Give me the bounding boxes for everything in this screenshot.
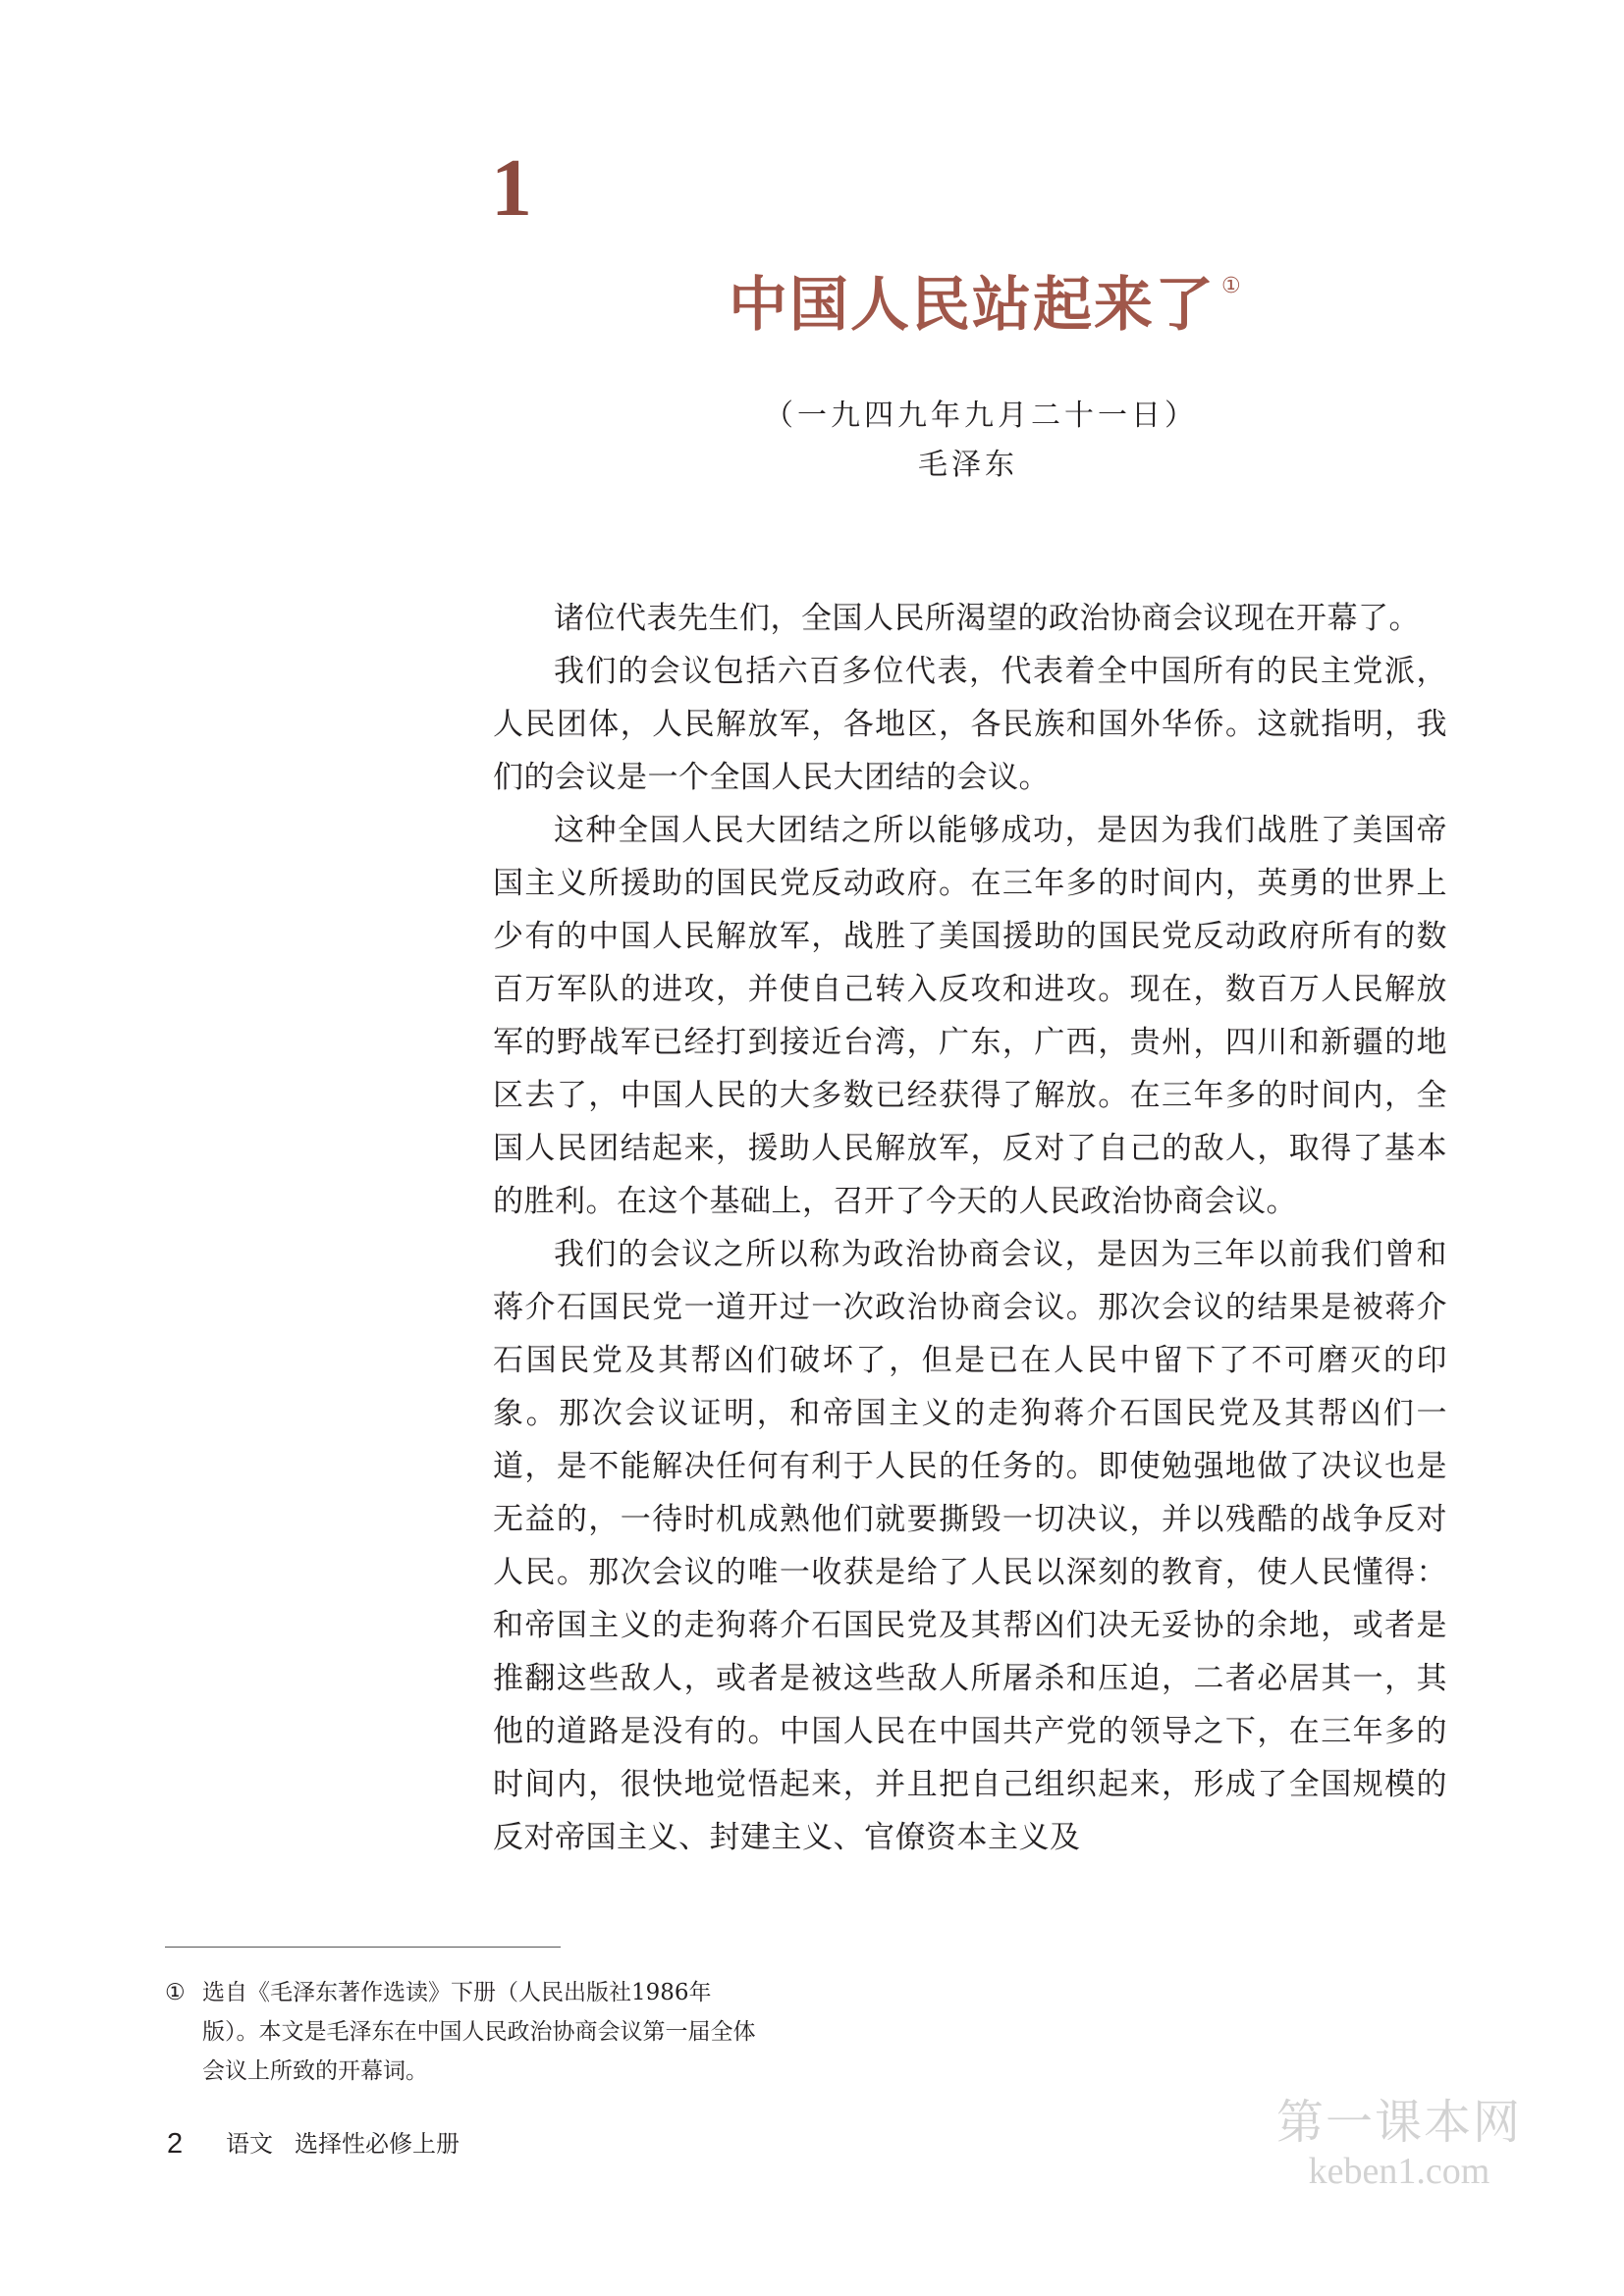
watermark-en: keben1.com [1308, 2151, 1490, 2192]
watermark-cn: 第一课本网 [1276, 2095, 1523, 2150]
lesson-number: 1 [491, 142, 532, 234]
footnote [165, 1973, 764, 2091]
paragraph: 我们的会议之所以称为政治协商会议，是因为三年以前我们曾和蒋介石国民党一道开过一次政治协商会议。那次会议的结果是被蒋介石国民党及其帮凶们破坏了，但是已在人民中留下了不可磨灭的印象。那次会议证明，和帝国主义的走狗蒋介石国民党及其帮凶们一道，是不能解决任何有利于人民的任务的。即使勉强地做了决议也是无益的，一待时机成熟他们就要撕毁一切决议，并以残酷的战争反对人民。那次会议的唯一收获是给了人民以深刻的教育，使人民懂得：和帝国主义的走狗蒋介石国民党及其帮凶们决无妥协的余地，或者是推翻这些敌人，或者是被这些敌人所屠杀和压迫，二者必居其一，其他的道路是没有的。中国人民在中国共产党的领导之下，在三年多的时间内，很快地觉悟起来，并且把自己组织起来，形成了全国规模的反对帝国主义、封建主义、官僚资本主义及 [493, 1237, 1447, 1855]
paragraph: 我们的会议包括六百多位代表，代表着全中国所有的民主党派，人民团体，人民解放军，各地区，各民族和国外华侨。这就指明，我们的会议是一个全国人民大团结的会议。 [493, 654, 1447, 795]
speech-date: （一九四九年九月二十一日） [764, 399, 1198, 433]
page-title [729, 273, 1243, 338]
footnote-divider [165, 1947, 561, 1948]
footnote-text: 选自《毛泽东著作选读》下册（人民出版社1986年版）。本文是毛泽东在中国人民政治协商会议第一届全体会议上所致的开幕词。 [202, 1980, 756, 2084]
footer-book-title: 选择性必修上册 [295, 2130, 460, 2158]
footer-subject: 语文 [226, 2130, 273, 2158]
title-text: 中国人民站起来了 [729, 271, 1216, 340]
author-name: 毛泽东 [918, 448, 1018, 482]
paragraph: 这种全国人民大团结之所以能够成功，是因为我们战胜了美国帝国主义所援助的国民党反动政府。在三年多的时间内，英勇的世界上少有的中国人民解放军，战胜了美国援助的国民党反动政府所有的数百万军队的进攻，并使自己转入反攻和进攻。现在，数百万人民解放军的野战军已经打到接近台湾，广东，广西，贵州，四川和新疆的地区去了，中国人民的大多数已经获得了解放。在三年多的时间内，全国人民团结起来，援助人民解放军，反对了自己的敌人，取得了基本的胜利。在这个基础上，召开了今天的人民政治协商会议。 [493, 813, 1447, 1219]
title-footnote-marker: ① [1221, 274, 1243, 298]
page-number: 2 [167, 2128, 184, 2160]
running-footer [226, 2132, 460, 2156]
watermark [1276, 2096, 1522, 2194]
article-body [493, 592, 1447, 1864]
paragraph: 诸位代表先生们，全国人民所渴望的政治协商会议现在开幕了。 [554, 601, 1420, 636]
footnote-marker: ① [165, 1980, 186, 2005]
